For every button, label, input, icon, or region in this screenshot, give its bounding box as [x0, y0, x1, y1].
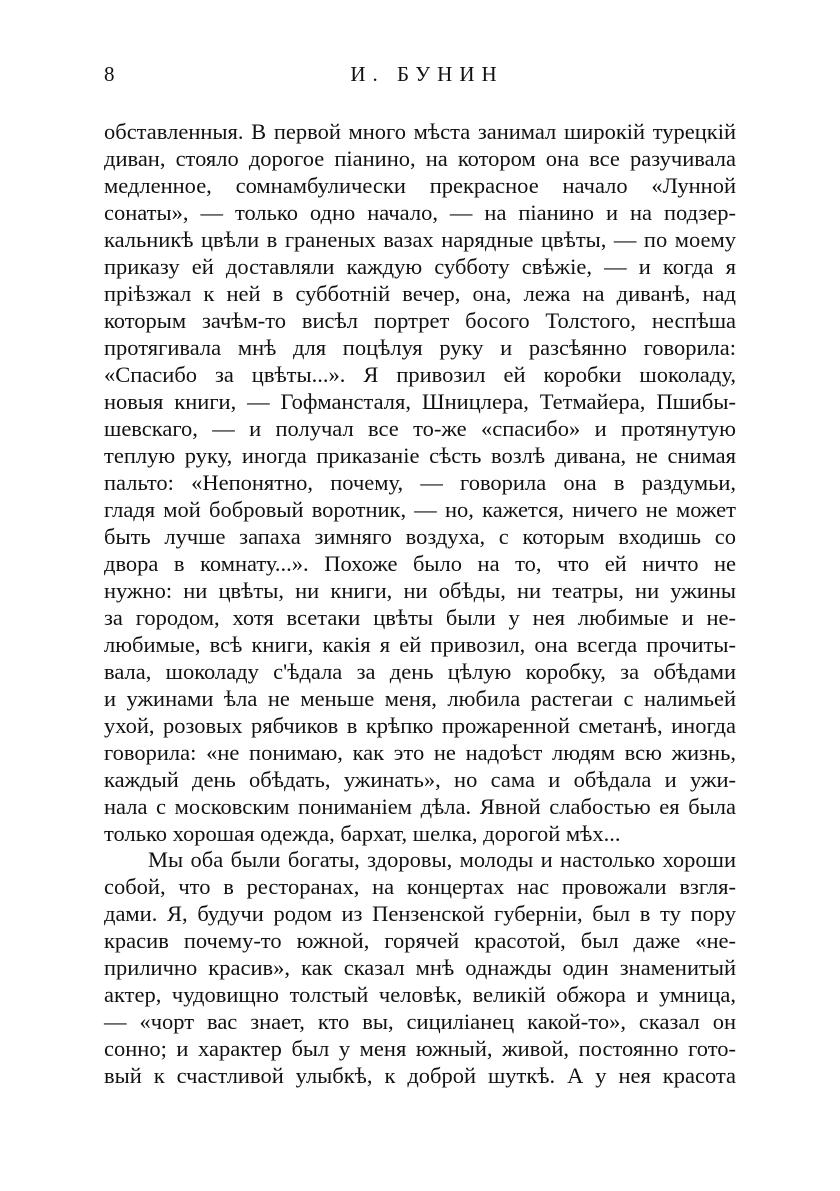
text-line: красив почему-то южной, горячей красотой, был даже «не- — [104, 928, 736, 953]
text-line: быть лучше запаха зимняго воздуха, с которым входишь со — [104, 524, 736, 549]
text-line: каждый день обѣдать, ужинать», но сама и обѣдала и ужи- — [104, 767, 736, 792]
text-line: приказу ей доставляли каждую субботу свѣжіе, — и когда я — [104, 254, 736, 279]
text-line: пріѣзжал к ней в субботній вечер, она, лежа на диванѣ, над — [104, 281, 736, 306]
paragraph-1 — [104, 118, 736, 847]
text-line: теплую руку, иногда приказаніе сѣсть возлѣ дивана, не снимая — [104, 443, 736, 468]
page-number: 8 — [104, 62, 115, 86]
text-line: шевскаго, — и получал все то-же «спасибо» и протянутую — [104, 416, 736, 441]
text-line: нала с московским пониманіем дѣла. Явной слабостью ея была — [104, 794, 736, 819]
text-line: и ужинами ѣла не меньше меня, любила растегаи с налимьей — [104, 686, 736, 711]
text-line: прилично красив», как сказал мнѣ однажды один знаменитый — [104, 955, 736, 980]
text-line: вала, шоколаду с'ѣдала за день цѣлую коробку, за обѣдами — [104, 659, 736, 684]
text-line: сонаты», — только одно начало, — на піанино и на подзер- — [104, 200, 736, 225]
text-line: ухой, розовых рябчиков в крѣпко прожаренной сметанѣ, иногда — [104, 713, 736, 738]
text-line: «Спасибо за цвѣты...». Я привозил ей коробки шоколаду, — [104, 362, 736, 387]
text-line: кальникѣ цвѣли в граненых вазах нарядные цвѣты, — по моему — [104, 227, 736, 252]
running-head: И. БУНИН — [350, 62, 504, 86]
text-line: протягивала мнѣ для поцѣлуя руку и разсѣянно говорила: — [104, 335, 736, 360]
text-line: диван, стояло дорогое піанино, на котором она все разучивала — [104, 146, 736, 171]
text-line: пальто: «Непонятно, почему, — говорила она в раздумьи, — [104, 470, 736, 495]
text-line: собой, что в ресторанах, на концертах нас провожали взгля- — [104, 874, 736, 899]
text-line: любимые, всѣ книги, какія я ей привозил, она всегда прочиты- — [104, 632, 736, 657]
text-line: сонно; и характер был у меня южный, живой, постоянно гото- — [104, 1036, 736, 1061]
text-line: двора в комнату...». Похоже было на то, что ей ничто не — [104, 551, 736, 576]
text-line: нужно: ни цвѣты, ни книги, ни обѣды, ни театры, ни ужины — [104, 578, 736, 603]
text-line: новыя книги, — Гофмансталя, Шницлера, Тетмайера, Пшибы- — [104, 389, 736, 414]
text-line: дами. Я, будучи родом из Пензенской губерніи, был в ту пору — [104, 901, 736, 926]
paragraph-2 — [104, 846, 736, 1089]
text-line: медленное, сомнамбулически прекрасное начало «Лунной — [104, 173, 736, 198]
text-line: только хорошая одежда, бархат, шелка, дорогой мѣх... — [104, 821, 621, 846]
text-line: — «чорт вас знает, кто вы, сициліанец какой-то», сказал он — [104, 1009, 736, 1034]
text-line: Мы оба были богаты, здоровы, молоды и настолько хороши — [148, 847, 736, 872]
text-line: актер, чудовищно толстый человѣк, великій обжора и умница, — [104, 982, 736, 1007]
text-line: говорила: «не понимаю, как это не надоѣст людям всю жизнь, — [104, 740, 736, 765]
text-line: вый к счастливой улыбкѣ, к доброй шуткѣ. А у нея красота — [104, 1063, 736, 1088]
text-line: которым зачѣм-то висѣл портрет босого Толстого, неспѣша — [104, 308, 736, 333]
text-line: за городом, хотя всетаки цвѣты были у нея любимые и не- — [104, 605, 736, 630]
text-line: обставленныя. В первой много мѣста занимал широкій турецкій — [104, 119, 736, 144]
text-line: гладя мой бобровый воротник, — но, кажется, ничего не может — [104, 497, 736, 522]
